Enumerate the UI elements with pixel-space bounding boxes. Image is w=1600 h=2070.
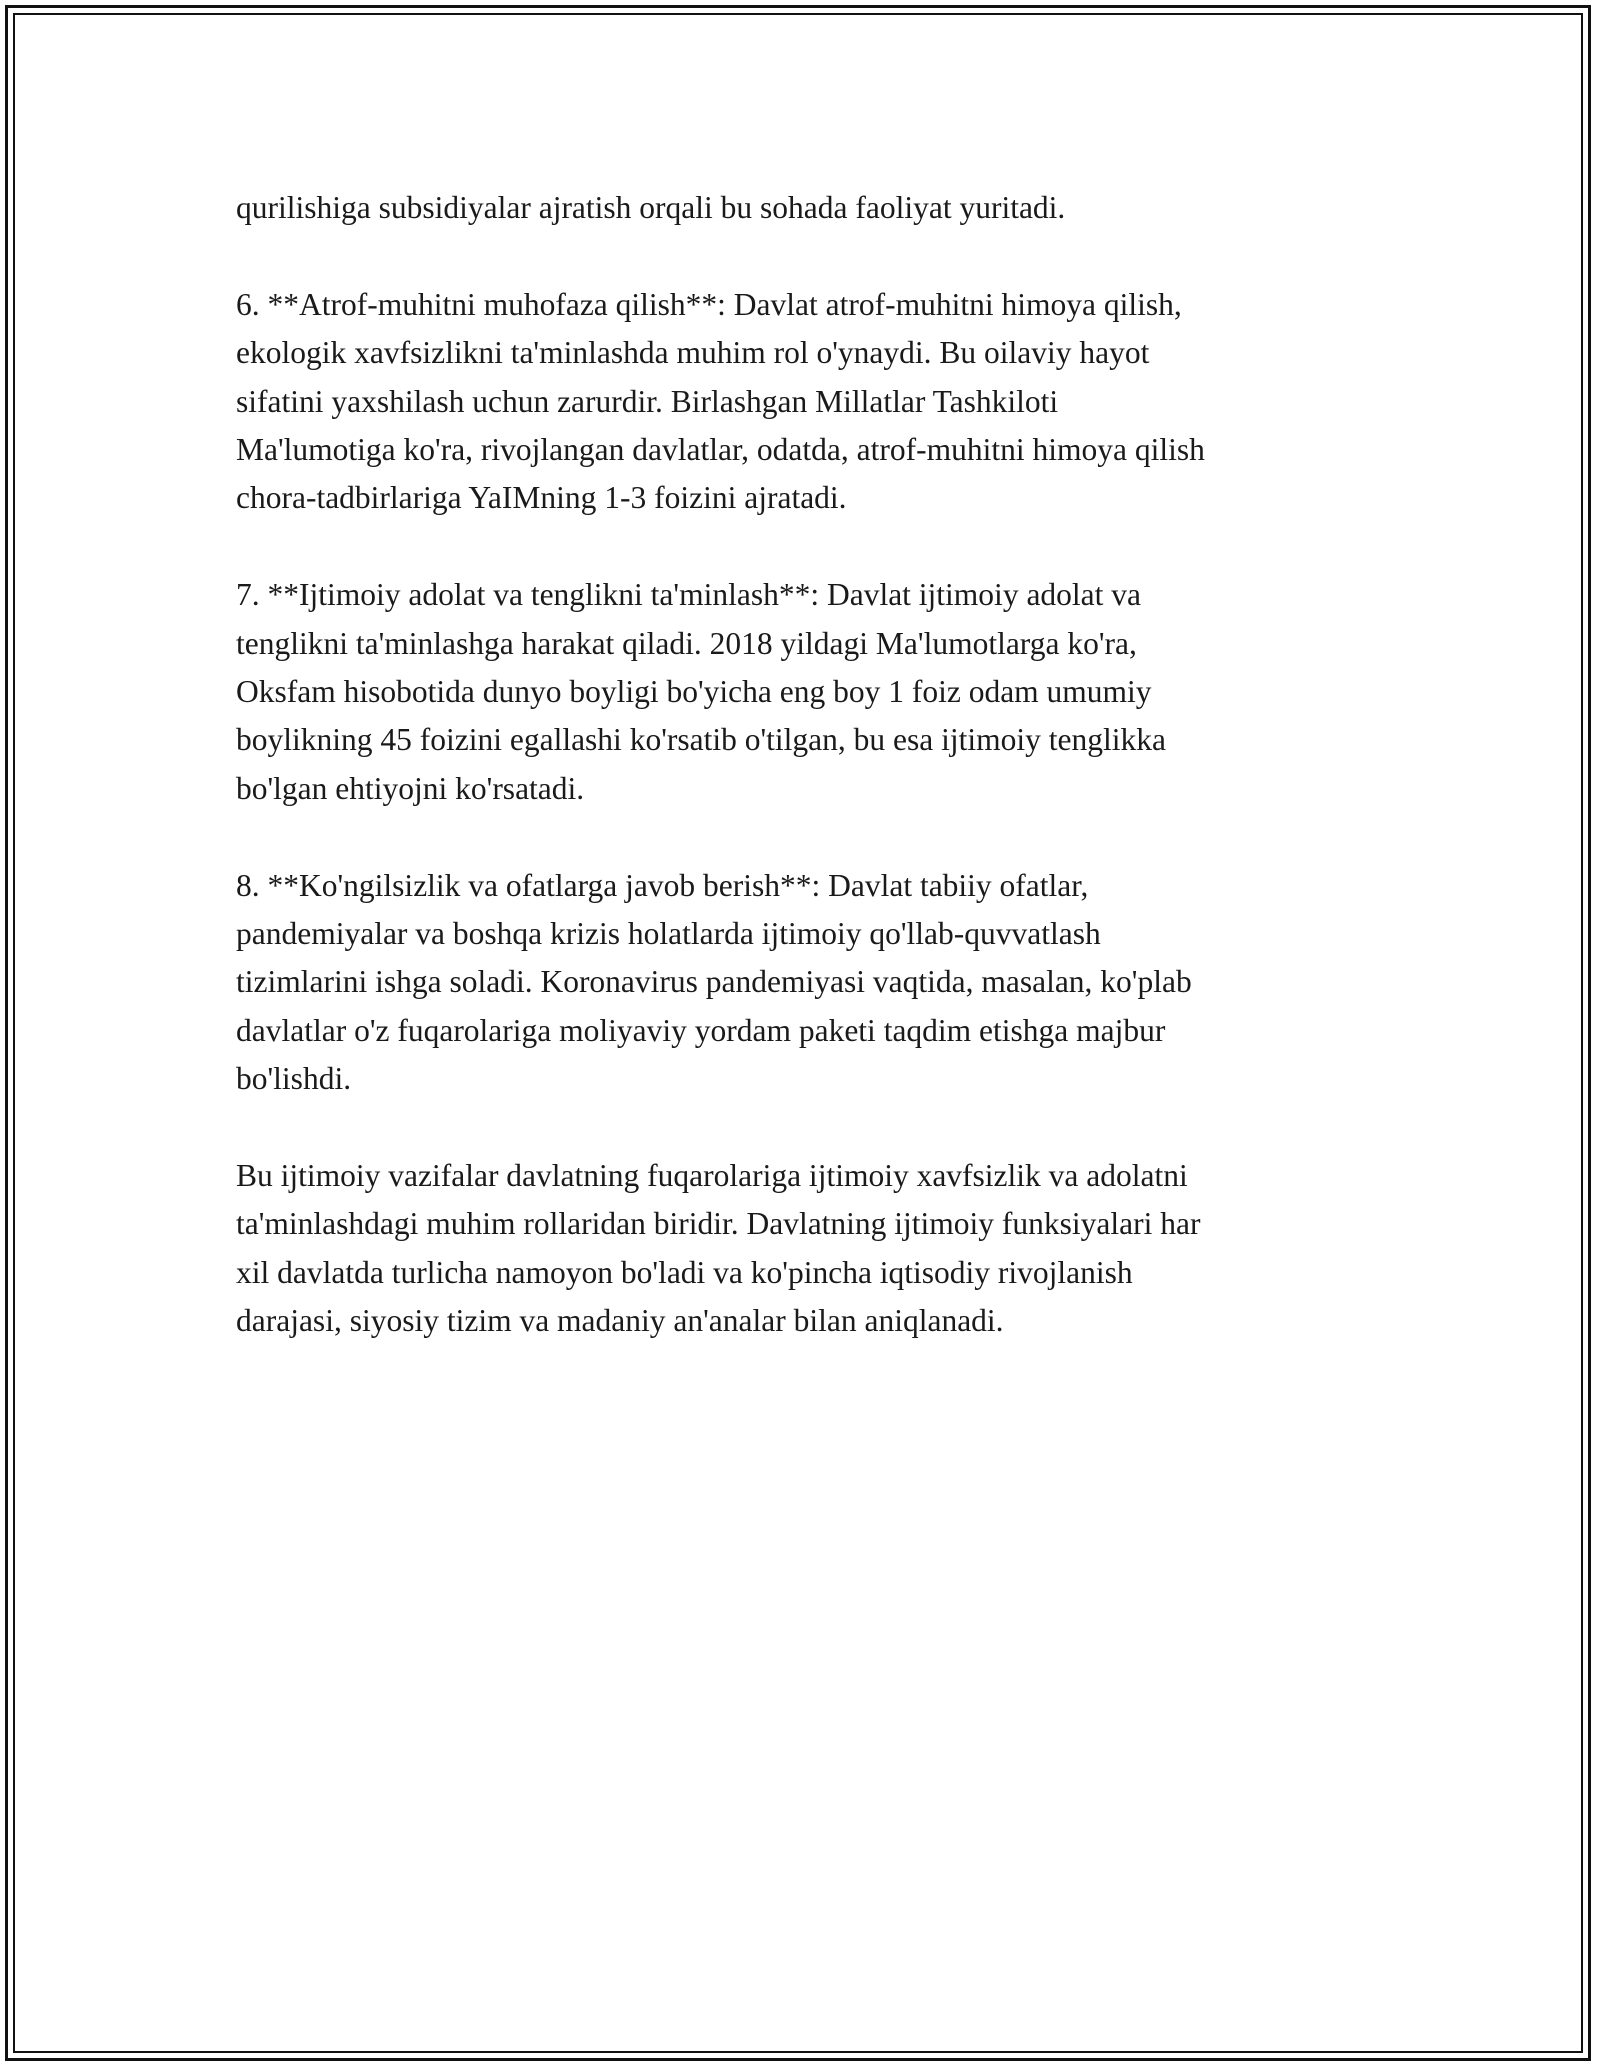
- paragraph-continuation: qurilishiga subsidiyalar ajratish orqali bu sohada faoliyat yuritadi.: [236, 190, 1066, 225]
- paragraph-item-7: 7. **Ijtimoiy adolat va tenglikni ta'minlash**: Davlat ijtimoiy adolat va tenglikni ta'minlashga harakat qiladi. 2018 yildagi Ma'lumotlarga ko'ra, Oksfam hisobotida dunyo boyligi bo'yicha eng boy 1 foiz odam umumiy boylikning 45 foizini egallashi ko'rsatib o'tilgan, bu esa ijtimoiy tenglikka bo'lgan ehtiyojni ko'rsatadi.: [236, 577, 1166, 806]
- paragraph-item-8: 8. **Ko'ngilsizlik va ofatlarga javob berish**: Davlat tabiiy ofatlar, pandemiyalar va boshqa krizis holatlarda ijtimoiy qo'llab-quvvatlash tizimlarini ishga soladi. Koronavirus pandemiyasi vaqtida, masalan, ko'plab davlatlar o'z fuqarolariga moliyaviy yordam paketi taqdim etishga majbur bo'lishdi.: [236, 867, 1192, 1097]
- paragraph-item-6: 6. **Atrof-muhitni muhofaza qilish**: Davlat atrof-muhitni himoya qilish, ekologik xavfsizlikni ta'minlashda muhim rol o'ynaydi. Bu oilaviy hayot sifatini yaxshilash uchun zarurdir. Birlashgan Millatlar Tashkiloti Ma'lumotiga ko'ra, rivojlangan davlatlar, odatda, atrof-muhitni himoya qilish chora-tadbirlariga YaIMning 1-3 foizini ajratadi.: [236, 286, 1205, 516]
- document-body: [236, 184, 1386, 1394]
- paragraph-conclusion: Bu ijtimoiy vazifalar davlatning fuqarolariga ijtimoiy xavfsizlik va adolatni ta'minlashdagi muhim rollaridan biridir. Davlatning ijtimoiy funksiyalari har xil davlatda turlicha namoyon bo'ladi va ko'pincha iqtisodiy rivojlanish darajasi, siyosiy tizim va madaniy an'analar bilan aniqlanadi.: [236, 1158, 1201, 1339]
